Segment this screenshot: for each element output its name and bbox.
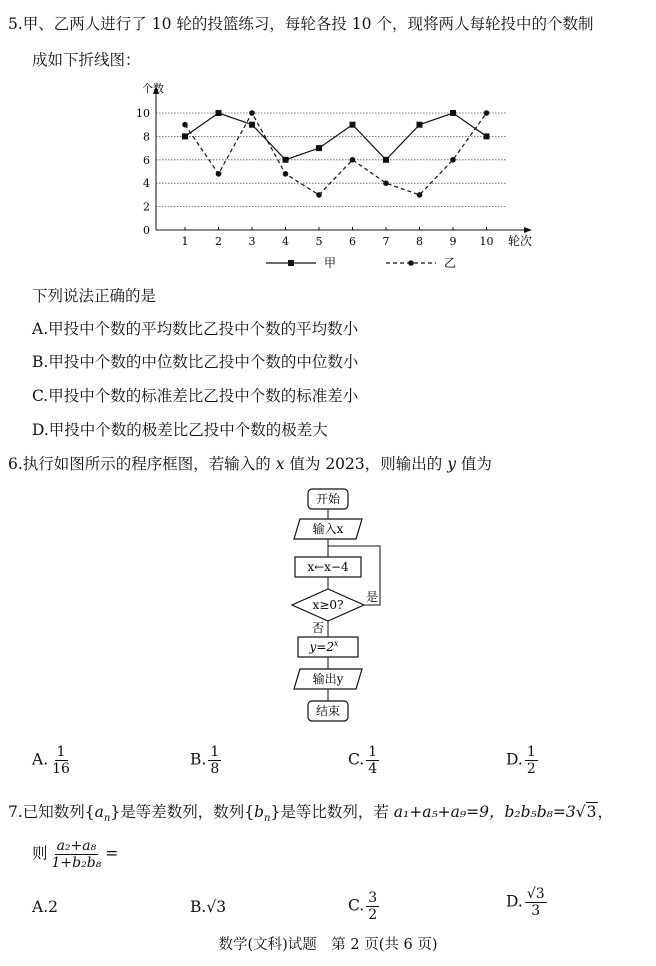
point-甲	[484, 133, 490, 139]
x-tick-label: 7	[382, 235, 390, 248]
x-axis-arrow	[524, 227, 532, 233]
y-axis-label: 个数	[142, 82, 164, 95]
flow-decision-label: x≥0?	[312, 598, 344, 612]
q6-text: 6.执行如图所示的程序框图，若输入的 x 值为 2023，则输出的 y 值为	[8, 455, 492, 473]
point-甲	[283, 157, 289, 163]
q5-text-line1: 5.甲、乙两人进行了 10 轮的投篮练习，每轮各投 10 个，现将两人每轮投中的个数制	[8, 15, 594, 33]
q5-option-b: B.甲投中个数的中位数比乙投中个数的中位数小	[32, 353, 359, 371]
x-tick-label: 3	[248, 235, 256, 248]
point-乙	[216, 171, 222, 177]
legend-marker	[408, 260, 414, 266]
legend-label: 乙	[444, 256, 457, 270]
y-tick-label: 6	[143, 153, 150, 167]
q6-option-a: A. $\frac{1}{16}$	[32, 744, 70, 778]
line-chart	[120, 80, 540, 270]
point-乙	[316, 192, 322, 198]
x-axis-label: 轮次	[508, 234, 533, 248]
q7-text-line2: 则 $\frac{\text{a₂+a₈}}{\text{1+b₂b₈}}$ =	[32, 838, 119, 872]
point-乙	[450, 157, 456, 163]
point-甲	[216, 110, 222, 116]
q7-option-a: A.2	[32, 898, 58, 916]
legend-label: 甲	[324, 256, 337, 270]
page-footer: 数学(文科)试题 第 2 页(共 6 页)	[218, 937, 438, 953]
q5-option-a: A.甲投中个数的平均数比乙投中个数的平均数小	[32, 320, 359, 338]
point-乙	[182, 122, 188, 128]
point-甲	[182, 133, 188, 139]
q7-option-b: B.√3	[190, 898, 227, 916]
q6-option-c: C. $\frac{1}{4}$	[348, 744, 378, 778]
flowchart	[270, 485, 400, 730]
x-tick-label: 6	[349, 235, 356, 248]
point-乙	[350, 157, 356, 163]
x-tick-label: 9	[449, 235, 457, 248]
flow-calc-label: $y=2^x$	[309, 639, 339, 654]
point-乙	[383, 180, 389, 186]
point-甲	[249, 122, 255, 128]
point-甲	[450, 110, 456, 116]
point-甲	[350, 122, 356, 128]
x-tick-label: 4	[282, 235, 289, 248]
x-tick-label: 8	[416, 235, 423, 248]
q7-text-line1: 7.已知数列$\{a_n\}$是等差数列，数列$\{b_n\}$是等比数列，若 a₁+a₅+a₉=9，b₂b₅b₈=3√3，	[8, 803, 614, 825]
q6-option-d: D. $\frac{1}{2}$	[506, 744, 536, 778]
q5-option-d: D.甲投中个数的极差比乙投中个数的极差大	[32, 421, 328, 439]
flow-input-label: 输入x	[312, 522, 344, 536]
flow-assign-label: x←x−4	[307, 560, 349, 574]
q5-text-line2: 成如下折线图：	[32, 51, 141, 69]
flow-output-label: 输出y	[312, 672, 344, 686]
point-乙	[484, 110, 490, 116]
y-tick-label: 2	[143, 200, 150, 214]
y-tick-label: 0	[143, 224, 150, 237]
q5-option-c: C.甲投中个数的标准差比乙投中个数的标准差小	[32, 387, 359, 405]
x-tick-label: 5	[315, 235, 323, 248]
q6-option-b: B. $\frac{1}{8}$	[190, 744, 220, 778]
point-甲	[383, 157, 389, 163]
x-tick-label: 2	[215, 235, 222, 248]
point-乙	[283, 171, 289, 177]
x-tick-label: 10	[479, 235, 494, 248]
point-乙	[417, 192, 423, 198]
flow-start-label: 开始	[315, 492, 341, 506]
q5-question: 下列说法正确的是	[32, 287, 157, 305]
flow-no-label: 否	[312, 621, 325, 635]
y-tick-label: 10	[136, 107, 150, 120]
flow-end-label: 结束	[315, 704, 341, 718]
q7-option-c: C. $\frac{3}{2}$	[348, 890, 378, 924]
legend-marker	[288, 260, 294, 266]
x-tick-label: 1	[181, 235, 189, 248]
point-甲	[417, 122, 423, 128]
y-tick-label: 8	[143, 130, 150, 144]
q7-option-d: D. $\frac{√3}{3}$	[506, 886, 545, 920]
flow-yes-label: 是	[366, 590, 379, 604]
point-乙	[249, 110, 255, 116]
series-line-乙	[185, 113, 487, 195]
y-tick-label: 4	[143, 177, 150, 191]
point-甲	[316, 145, 322, 151]
